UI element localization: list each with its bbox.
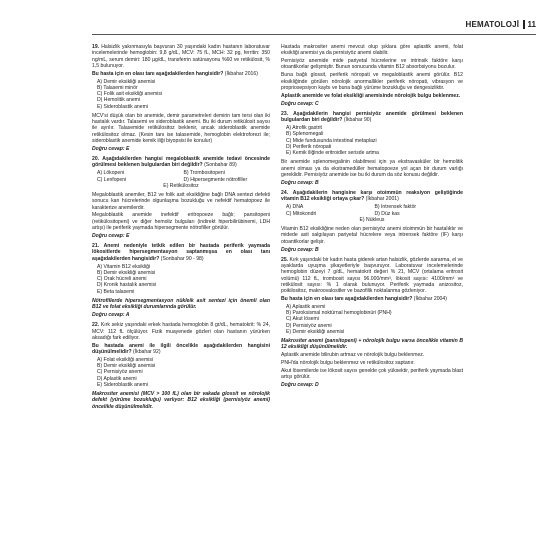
page-number: 11 <box>527 20 536 29</box>
option[interactable]: A) Atrofik gastrit <box>286 125 322 132</box>
option[interactable]: E) Demir eksikliği anemisi <box>286 328 345 335</box>
option[interactable]: A) DNA <box>286 204 304 211</box>
chapter-title: HEMATOLOJİ <box>465 20 520 29</box>
option[interactable]: D) Periferik nöropati <box>286 143 332 150</box>
option[interactable]: D) Düz kas <box>374 210 400 217</box>
explanation: MCV'si düşük olan bir anemide, demir parametreleri demirin tam tersi olan iki hastalık vardır. Talasemi ve sideroblastik anemi. Bu iki durum retikülosit sayısı ile ayrılır. Talasemide retikülositoz beklenir, ancak sideroblastik anemide retikülositoz olmaz. (Kesin tanı ise talasemide, hemoglobin elektroforezi ile; sideroblastik anemide kemik iliği biyopsisi ile konulur) <box>92 112 270 144</box>
option[interactable]: A) Demir eksikliği anemisi <box>97 78 156 85</box>
question-21: 21. Anemi nedeniyle tetkik edilen bir hastada periferik yaymada lökositlerde hipersegmentasyon saptanmışsa en olası tanı aşağıdakilerden hangisidir? (Sonbahar 90 - 98) <box>92 243 270 262</box>
answer: Doğru cevap: D <box>281 382 319 389</box>
option[interactable]: B) Splenomegali <box>286 131 324 138</box>
page-header <box>466 20 536 29</box>
option[interactable]: A) Folat eksikliği anemisi <box>97 356 154 363</box>
option[interactable]: A) Vitamin B12 eksikliği <box>97 263 151 270</box>
option[interactable]: C) Lenfopeni <box>97 176 127 183</box>
answer: Doğru cevap: E <box>92 232 130 239</box>
header-rule <box>92 34 536 35</box>
explanation: Buna bağlı glossit, periferik nöropati ve megaloblastik anemi görülür. B12 eksikliğinde görülen nörolojik anormallikler periferik nöropati, vibrasyon ve propriosepsiyon kaybı ve buna bağlı yürüme bozukluğu ve dengesizliktir. <box>281 72 463 91</box>
question-20: 20. Aşağıdakilerden hangisi megaloblastik anemide tedavi öncesinde görülmesi beklenen bulgulardan biri değildir? (Sonbahar 89) <box>92 156 270 169</box>
answer: Doğru cevap: C <box>281 100 319 107</box>
explanation: Akut lösemilerde ise lökosit sayısı genelde çok yüksektir, periferik yaymada blast artışı görülür. <box>281 368 463 381</box>
explanation: Bir anemide splenomegalinin olabilmesi için ya ekstravasküler bir hemolitik anemi olması ya da ekstramedüller hematopoeze yol açan bir durum varlığı gereklidir. Pernisiyöz anemide ise bu iki durum da söz konusu değildir. <box>281 159 463 178</box>
options-grid <box>92 170 270 183</box>
question-25-prompt: Bu hasta için en olası tanı aşağıdakilerden hangisidir? (İkbahar 2004) <box>281 295 447 302</box>
option[interactable]: B) Trombositopeni <box>183 170 225 177</box>
explanation: Megaloblastik anemide inefektif eritropoeze bağlı; pansitopeni (retikülositopeni) ve diğer hemoliz bulguları (indirekt hiperbilirübinemi, LDH artışı) ile periferik yaymada hipersegmente nötrofiller görülür. <box>92 212 270 231</box>
right-column <box>281 44 463 393</box>
answer: Doğru cevap: E <box>92 145 130 152</box>
option[interactable]: A) Lökopeni <box>97 170 125 177</box>
explanation: Aplastik anemide ve folat eksikliği anemisinde nörolojik bulgu beklenmez. <box>281 92 461 99</box>
option[interactable]: B) Demir eksikliği anemisi <box>97 269 156 276</box>
option[interactable]: C) Folik asit eksikliği anemisi <box>97 91 163 98</box>
answer: Doğru cevap: B <box>281 246 319 253</box>
option[interactable]: B) Demir eksikliği anemisi <box>97 363 156 370</box>
question-19-prompt: Bu hasta için en olası tanı aşağıdakilerden hangisidir? (İkbahar 2016) <box>92 70 258 77</box>
option[interactable]: E) Nükleus <box>359 216 385 223</box>
question-22: 22. Kırk sekiz yaşındaki erkek hastada hemoglobin 8 gr/dL, hematokrit: % 24, MCV: 112 fL ölçülüyor. Fizik muayenede gözleri olan hastanın yürürken aksadığı fark ediliyor. <box>92 322 270 341</box>
option[interactable]: D) Pernisiyöz anemi <box>286 322 332 329</box>
explanation: Nötrofillerde hipersegmentasyon nükleik asit sentezi için önemli olan B12 ve folat eksikliği durumlarında görülür. <box>92 297 270 311</box>
option[interactable]: E) Sideroblastik anemi <box>97 103 148 110</box>
question-25: 25. Kırk yaşındaki bir kadın hasta giderek artan halsizlik, gözlerde sararma, el ve ayaklarda uyuşma şikayetleriyle başvuruyor. Laboratuvar incelemelerinde hemoglobin düzeyi 7 g/dL, hematokrit değeri % 21, MCV (ortalama eritrosit volümü) 112 fL, trombosit sayısı 96.000/mm³, lökosit sayısı: 4100/mm³ ve retikülosit sayısı: % 1 olarak bulunuyor. Periferik yaymada anizositoz, poikilositoz, makroovalositler ve bazofilik noktalanma gözleniyor. <box>281 256 463 294</box>
option[interactable]: B) Paroksismal noktürnal hemoglobinüri (PNH) <box>286 310 392 317</box>
answer: Doğru cevap: A <box>92 312 130 318</box>
option[interactable]: D) Kronik hastalık anemisi <box>97 282 157 289</box>
option[interactable]: C) Orak hücreli anemi <box>97 276 147 283</box>
explanation: PNH'da nörolojik bulgu beklenmez ve retikülositoz saptanır. <box>281 360 415 367</box>
option[interactable]: B) Intrensek faktör <box>374 204 417 211</box>
option[interactable]: D) Hemolitik anemi <box>97 97 141 104</box>
explanation: Megaloblastik anemiler, B12 ve folik asit eksikliğine bağlı DNA sentezi defekti sonucu kan hücrelerinde olgunlaşma bozukluğu ve nefektif hematopoez ile karakterize anemilerdir. <box>92 192 270 211</box>
explanation: Makrositer anemi (pansitopeni) + nörolojik bulgu varsa öncelikle vitamin B 12 eksikliği düşünülmelidir. <box>281 338 463 351</box>
option[interactable]: C) Pernisiyöz anemi <box>97 369 143 376</box>
option[interactable]: E) Retikülositoz <box>163 182 199 189</box>
left-column <box>92 44 270 412</box>
explanation: Aplastik anemide bilirubin artmaz ve nörolojik bulgu beklenmez. <box>281 352 425 359</box>
option[interactable]: D) Hipersegmente nötrofiller <box>183 176 248 183</box>
question-22-prompt: Bu hastada anemi ile ilgili öncelikle aşağıdakilerden hangisini düşünülmelidir? (İkbahar 92) <box>92 342 270 355</box>
answer: Doğru cevap: B <box>281 179 319 186</box>
question-19: 19. Halsizlik yakınmasıyla başvuran 30 yaşındaki kadın hastanın laboratuvar incelemelerinde hemoglobin: 9,8 g/dL, MCV: 75 fL, MCH: 32 pg, ferritin: 350 ng/mL, serum demiri: 180 µg/dL, transferrin satürasyonu %60 ve retikülosit, % 1,5 bulunuyor. <box>92 44 270 69</box>
option[interactable]: A) Aplastik anemi <box>286 303 326 310</box>
explanation: Pernisiyöz anemide mide pariyetal hücrelerine ve intrinsik faktöre karşı otoantikorlar gelişmiştir. Bunun sonucunda vitamin B12 absorbsiyonu bozulur. <box>281 58 463 71</box>
option[interactable]: E) Sideroblastik anemi <box>97 381 148 388</box>
option[interactable]: C) Akut lösemi <box>286 316 319 323</box>
option[interactable]: B) Talasemi minör <box>97 84 138 91</box>
question-24: 24. Aşağıdakilerin hangisine karşı otoimmün reaksiyon geliştiğinde vitamin B12 eksikliği ortaya çıkar? (İkbahar 2001) <box>281 190 463 203</box>
option[interactable]: C) Mitokondri <box>286 210 317 217</box>
explanation: Hastada makrositer anemi mevcut olup şıklara göre aplastik anemi, folat eksikliği anemisi ya da pernisiyöz anemi olabilir. <box>281 44 463 57</box>
question-23: 23. Aşağıdakilerin hangisi pernisiyöz anemide görülmesi beklenen bulgulardan biri değildir? (İkbahar 90) <box>281 111 463 124</box>
header-divider <box>523 20 524 29</box>
option[interactable]: E) Beta talasemi <box>97 288 135 295</box>
options-grid <box>281 204 463 217</box>
explanation: Makrositer anemisi (MCV > 100 fL) olan bir vakada glossit ve nörolojik defekt (yürüme bozukluğu) varlıyor: B12 eksikliği (pernisiyöz anemi) öncelikle düşünülmelidir. <box>92 391 270 410</box>
option[interactable]: C) Mide fundusunda intestinal metaplazi <box>286 137 377 144</box>
option[interactable]: D) Aplastik anemi <box>97 375 137 382</box>
explanation: Vitamin B12 eksikliğine neden olan pernisiyöz anemi otoimmün bir hastalıktır ve midede asit salgılayan pariyetal hücrelere veya intrensek faktöre (IF) karşı otoantikorlar gelişir. <box>281 226 463 245</box>
option[interactable]: E) Kemik iliğinde eritroidler serisde artma <box>286 150 379 157</box>
